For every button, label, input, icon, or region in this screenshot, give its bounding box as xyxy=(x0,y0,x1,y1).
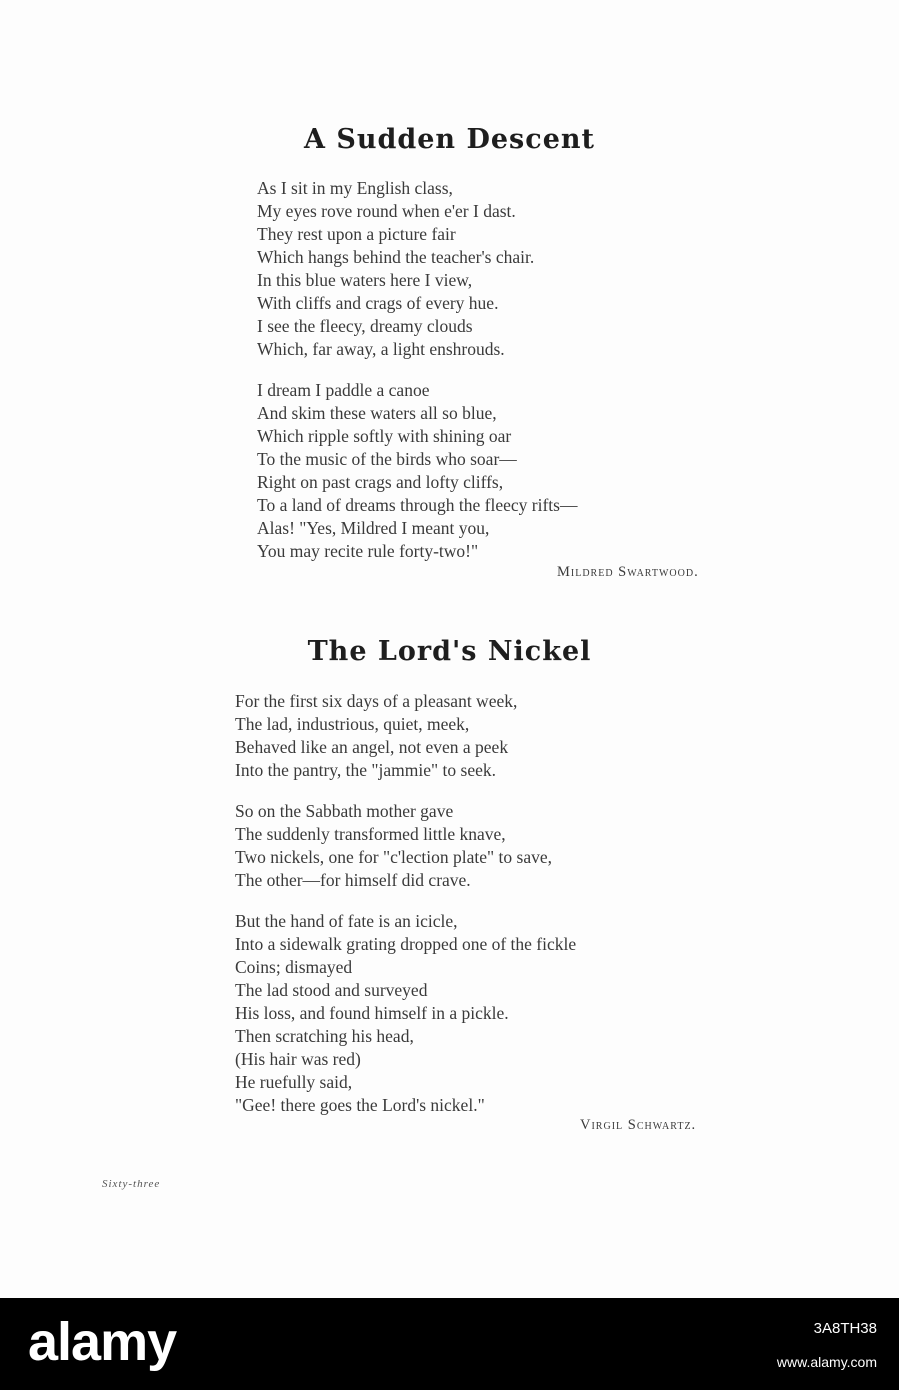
poem-line: He ruefully said, xyxy=(235,1072,353,1092)
poem-line: Then scratching his head, xyxy=(235,1026,414,1046)
poem-line: So on the Sabbath mother gave xyxy=(235,801,454,821)
poem-line: Which, far away, a light enshrouds. xyxy=(257,339,505,359)
poem-line: Right on past crags and lofty cliffs, xyxy=(257,472,504,492)
poem-line: They rest upon a picture fair xyxy=(257,224,456,244)
poem2-stanza-1 xyxy=(235,690,517,782)
poem1-stanza-2 xyxy=(257,379,577,563)
poem-line: With cliffs and crags of every hue. xyxy=(257,293,499,313)
poem-line: But the hand of fate is an icicle, xyxy=(235,911,458,931)
poem-line: Coins; dismayed xyxy=(235,957,353,977)
poem-title-lords-nickel: The Lord's Nickel xyxy=(307,636,592,667)
poem-line: In this blue waters here I view, xyxy=(257,270,473,290)
poem-line: Which ripple softly with shining oar xyxy=(257,426,512,446)
poem-line: Alas! "Yes, Mildred I meant you, xyxy=(257,518,490,538)
watermark-logo: alamy xyxy=(28,1312,177,1372)
poem-line: I see the fleecy, dreamy clouds xyxy=(257,316,473,336)
poem-line: Behaved like an angel, not even a peek xyxy=(235,737,509,757)
poem-line: You may recite rule forty-two!" xyxy=(257,541,479,561)
poem1-stanza-1 xyxy=(257,177,534,361)
poem-line: The suddenly transformed little knave, xyxy=(235,824,506,844)
poem-line: His loss, and found himself in a pickle. xyxy=(235,1003,509,1023)
poem-line: The lad, industrious, quiet, meek, xyxy=(235,714,470,734)
poem-line: "Gee! there goes the Lord's nickel." xyxy=(235,1095,485,1115)
poem2-stanza-3 xyxy=(235,910,576,1117)
poem-line: As I sit in my English class, xyxy=(257,178,453,198)
poem-line: Two nickels, one for "c'lection plate" to save, xyxy=(235,847,553,867)
poem-line: Which hangs behind the teacher's chair. xyxy=(257,247,535,267)
poem-line: The other—for himself did crave. xyxy=(235,870,471,890)
watermark-banner xyxy=(0,1298,899,1390)
poem-line: And skim these waters all so blue, xyxy=(257,403,497,423)
poem-line: My eyes rove round when e'er I dast. xyxy=(257,201,516,221)
poem-line: To a land of dreams through the fleecy rifts— xyxy=(257,495,578,515)
author-virgil-schwartz: Virgil Schwartz. xyxy=(580,1117,697,1133)
poem-line: (His hair was red) xyxy=(235,1049,361,1069)
page-number: Sixty-three xyxy=(102,1178,161,1190)
poem-line: I dream I paddle a canoe xyxy=(257,380,430,400)
poem-line: Into the pantry, the "jammie" to seek. xyxy=(235,760,496,780)
author-mildred-swartwood: Mildred Swartwood. xyxy=(557,564,699,580)
poem-line: For the first six days of a pleasant week, xyxy=(235,691,518,711)
poem-line: Into a sidewalk grating dropped one of the fickle xyxy=(235,934,577,954)
watermark-url: www.alamy.com xyxy=(776,1354,877,1370)
poem2-stanza-2 xyxy=(235,800,552,892)
watermark-image-id: 3A8TH38 xyxy=(813,1320,877,1337)
poem-line: The lad stood and surveyed xyxy=(235,980,428,1000)
poem-line: To the music of the birds who soar— xyxy=(257,449,517,469)
poem-title-sudden-descent: A Sudden Descent xyxy=(304,124,595,155)
